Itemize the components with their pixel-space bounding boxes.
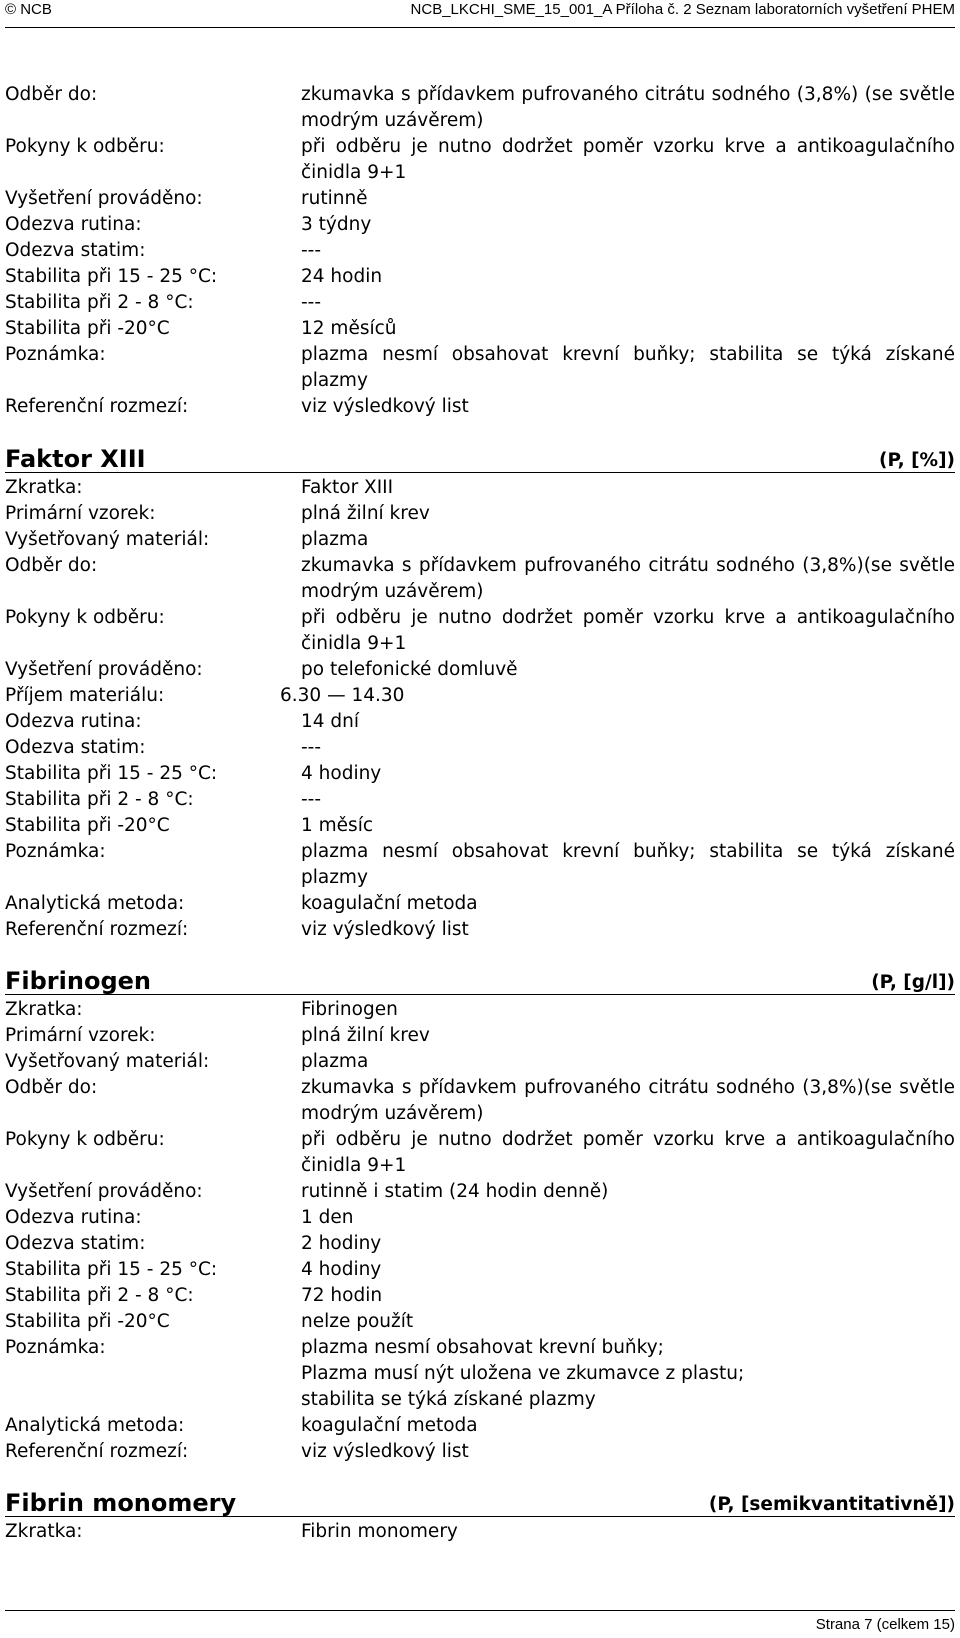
section-title: Fibrinogen: [5, 967, 151, 995]
field-label: Primární vzorek:: [5, 1025, 156, 1046]
field-label: Stabilita při -20°C: [5, 318, 170, 339]
field-row: [5, 1023, 955, 1049]
section-previous: [5, 82, 955, 420]
field-label: Vyšetřovaný materiál:: [5, 529, 210, 550]
field-label: Odběr do:: [5, 84, 98, 105]
field-row: [5, 1519, 955, 1545]
field-value: ---: [301, 240, 322, 261]
field-label: Poznámka:: [5, 1337, 106, 1358]
field-value: koagulační metoda: [301, 893, 478, 914]
header-document-title: NCB_LKCHI_SME_15_001_A Příloha č. 2 Seznam laboratorních vyšetření PHEM: [410, 1, 955, 18]
field-row: [5, 683, 955, 709]
field-label: Pokyny k odběru:: [5, 1129, 165, 1150]
section-faktor-xiii: [5, 446, 955, 943]
field-label: Referenční rozmezí:: [5, 919, 189, 940]
field-value: ---: [301, 292, 322, 313]
field-label: Odběr do:: [5, 555, 98, 576]
field-label: Stabilita při -20°C: [5, 815, 170, 836]
field-label: Vyšetřovaný materiál:: [5, 1051, 210, 1072]
field-value: 2 hodiny: [301, 1233, 382, 1254]
section-fibrin-monomery: [5, 1490, 955, 1545]
field-row: [5, 1283, 955, 1309]
field-label: Poznámka:: [5, 344, 106, 365]
field-value: 72 hodin: [301, 1285, 383, 1306]
field-value: plná žilní krev: [301, 1025, 430, 1046]
field-value: 4 hodiny: [301, 763, 382, 784]
field-value: plazma nesmí obsahovat krevní buňky; stabilita se týká získané plazmy: [301, 841, 955, 888]
field-label: Stabilita při 15 - 25 °C:: [5, 1259, 218, 1280]
field-row: [5, 813, 955, 839]
field-value: zkumavka s přídavkem pufrovaného citrátu sodného (3,8%)(se světle modrým uzávěrem): [301, 1077, 955, 1124]
field-label: Stabilita při 2 - 8 °C:: [5, 789, 194, 810]
field-row: [5, 1205, 955, 1231]
field-row: [5, 839, 955, 891]
field-row: [5, 1439, 955, 1465]
field-row: [5, 82, 955, 134]
field-row: [5, 501, 955, 527]
field-label: Pokyny k odběru:: [5, 136, 165, 157]
field-value: Plazma musí nýt uložena ve zkumavce z plastu;: [301, 1363, 745, 1384]
field-label: Poznámka:: [5, 841, 106, 862]
section-fibrinogen: [5, 968, 955, 1465]
field-row: [5, 917, 955, 943]
field-label: Analytická metoda:: [5, 893, 185, 914]
field-label: Vyšetření prováděno:: [5, 188, 203, 209]
field-value: Fibrin monomery: [301, 1521, 458, 1542]
field-row: [5, 1257, 955, 1283]
field-value: stabilita se týká získané plazmy: [301, 1389, 596, 1410]
field-value: rutinně: [301, 188, 368, 209]
section-unit: (P, [g/l]): [871, 972, 955, 993]
field-row: [5, 527, 955, 553]
field-label: Primární vzorek:: [5, 503, 156, 524]
field-label: Stabilita při 15 - 25 °C:: [5, 763, 218, 784]
field-row: [5, 891, 955, 917]
field-row: [5, 761, 955, 787]
field-row: [5, 1231, 955, 1257]
field-label: Stabilita při 2 - 8 °C:: [5, 1285, 194, 1306]
field-row: [5, 787, 955, 813]
field-row: [5, 1413, 955, 1439]
field-value: ---: [301, 789, 322, 810]
page-header: [5, 0, 955, 28]
section-title: Faktor XIII: [5, 445, 146, 473]
page-footer: [5, 1610, 955, 1638]
field-label: Zkratka:: [5, 477, 83, 498]
field-row: [5, 316, 955, 342]
field-row: [5, 1075, 955, 1127]
field-row: [5, 1335, 955, 1361]
field-value: plná žilní krev: [301, 503, 430, 524]
field-label: Vyšetření prováděno:: [5, 659, 203, 680]
field-value: viz výsledkový list: [301, 396, 469, 417]
field-label: Odezva statim:: [5, 737, 146, 758]
field-row: [5, 290, 955, 316]
field-value: při odběru je nutno dodržet poměr vzorku krve a antikoagulačního činidla 9+1: [301, 136, 955, 183]
field-label: Odběr do:: [5, 1077, 98, 1098]
field-row: [5, 657, 955, 683]
section-heading: [5, 446, 955, 473]
field-row: [5, 553, 955, 605]
field-label: Referenční rozmezí:: [5, 1441, 189, 1462]
field-value: rutinně i statim (24 hodin denně): [301, 1181, 609, 1202]
field-value: ---: [301, 737, 322, 758]
field-row: [5, 238, 955, 264]
field-label: Analytická metoda:: [5, 1415, 185, 1436]
field-value: 1 den: [301, 1207, 354, 1228]
field-row: [5, 1387, 955, 1413]
field-label: Pokyny k odběru:: [5, 607, 165, 628]
field-row: [5, 342, 955, 394]
header-copyright: © NCB: [5, 1, 52, 18]
field-row: [5, 134, 955, 186]
field-label: Odezva rutina:: [5, 711, 142, 732]
field-value: 24 hodin: [301, 266, 383, 287]
field-value: 12 měsíců: [301, 318, 397, 339]
field-row: [5, 997, 955, 1023]
field-label: Zkratka:: [5, 1521, 83, 1542]
field-value: 4 hodiny: [301, 1259, 382, 1280]
field-label: [5, 1361, 301, 1387]
field-value: Faktor XIII: [301, 477, 394, 498]
field-value: plazma nesmí obsahovat krevní buňky;: [301, 1337, 664, 1358]
field-value: 3 týdny: [301, 214, 372, 235]
field-label: Odezva rutina:: [5, 1207, 142, 1228]
field-row: [5, 605, 955, 657]
section-unit: (P, [semikvantitativně]): [708, 1494, 955, 1515]
field-label: Zkratka:: [5, 999, 83, 1020]
field-value: viz výsledkový list: [301, 919, 469, 940]
section-unit: (P, [%]): [879, 450, 955, 471]
field-value: při odběru je nutno dodržet poměr vzorku krve a antikoagulačního činidla 9+1: [301, 1129, 955, 1176]
field-row: [5, 1049, 955, 1075]
field-row: [5, 735, 955, 761]
field-row: [5, 1179, 955, 1205]
field-label: [5, 1387, 301, 1413]
field-value: Fibrinogen: [301, 999, 398, 1020]
field-value: 6.30 — 14.30: [280, 685, 405, 706]
field-value: 1 měsíc: [301, 815, 374, 836]
field-label: Stabilita při 15 - 25 °C:: [5, 266, 218, 287]
field-row: [5, 1309, 955, 1335]
field-row: [5, 212, 955, 238]
field-row: [5, 1127, 955, 1179]
field-value: zkumavka s přídavkem pufrovaného citrátu sodného (3,8%) (se světle modrým uzávěrem): [301, 84, 955, 131]
field-value: koagulační metoda: [301, 1415, 478, 1436]
field-value: plazma: [301, 1051, 369, 1072]
field-label: Stabilita při -20°C: [5, 1311, 170, 1332]
field-value: viz výsledkový list: [301, 1441, 469, 1462]
field-row: [5, 475, 955, 501]
field-label: Odezva statim:: [5, 240, 146, 261]
field-label: Stabilita při 2 - 8 °C:: [5, 292, 194, 313]
field-value: 14 dní: [301, 711, 360, 732]
field-label: Příjem materiálu:: [5, 685, 165, 706]
field-value: plazma: [301, 529, 369, 550]
section-title: Fibrin monomery: [5, 1489, 237, 1517]
field-label: Odezva rutina:: [5, 214, 142, 235]
field-label: Odezva statim:: [5, 1233, 146, 1254]
section-heading: [5, 968, 955, 995]
page-number: Strana 7 (celkem 15): [815, 1616, 955, 1633]
field-label: Referenční rozmezí:: [5, 396, 189, 417]
field-label: Vyšetření prováděno:: [5, 1181, 203, 1202]
field-row: [5, 1361, 955, 1387]
field-value: po telefonické domluvě: [301, 659, 518, 680]
field-value: při odběru je nutno dodržet poměr vzorku krve a antikoagulačního činidla 9+1: [301, 607, 955, 654]
field-value: zkumavka s přídavkem pufrovaného citrátu sodného (3,8%)(se světle modrým uzávěrem): [301, 555, 955, 602]
section-heading: [5, 1490, 955, 1517]
field-row: [5, 394, 955, 420]
field-row: [5, 186, 955, 212]
field-row: [5, 709, 955, 735]
field-value: plazma nesmí obsahovat krevní buňky; stabilita se týká získané plazmy: [301, 344, 955, 391]
field-value: nelze použít: [301, 1311, 414, 1332]
field-row: [5, 264, 955, 290]
